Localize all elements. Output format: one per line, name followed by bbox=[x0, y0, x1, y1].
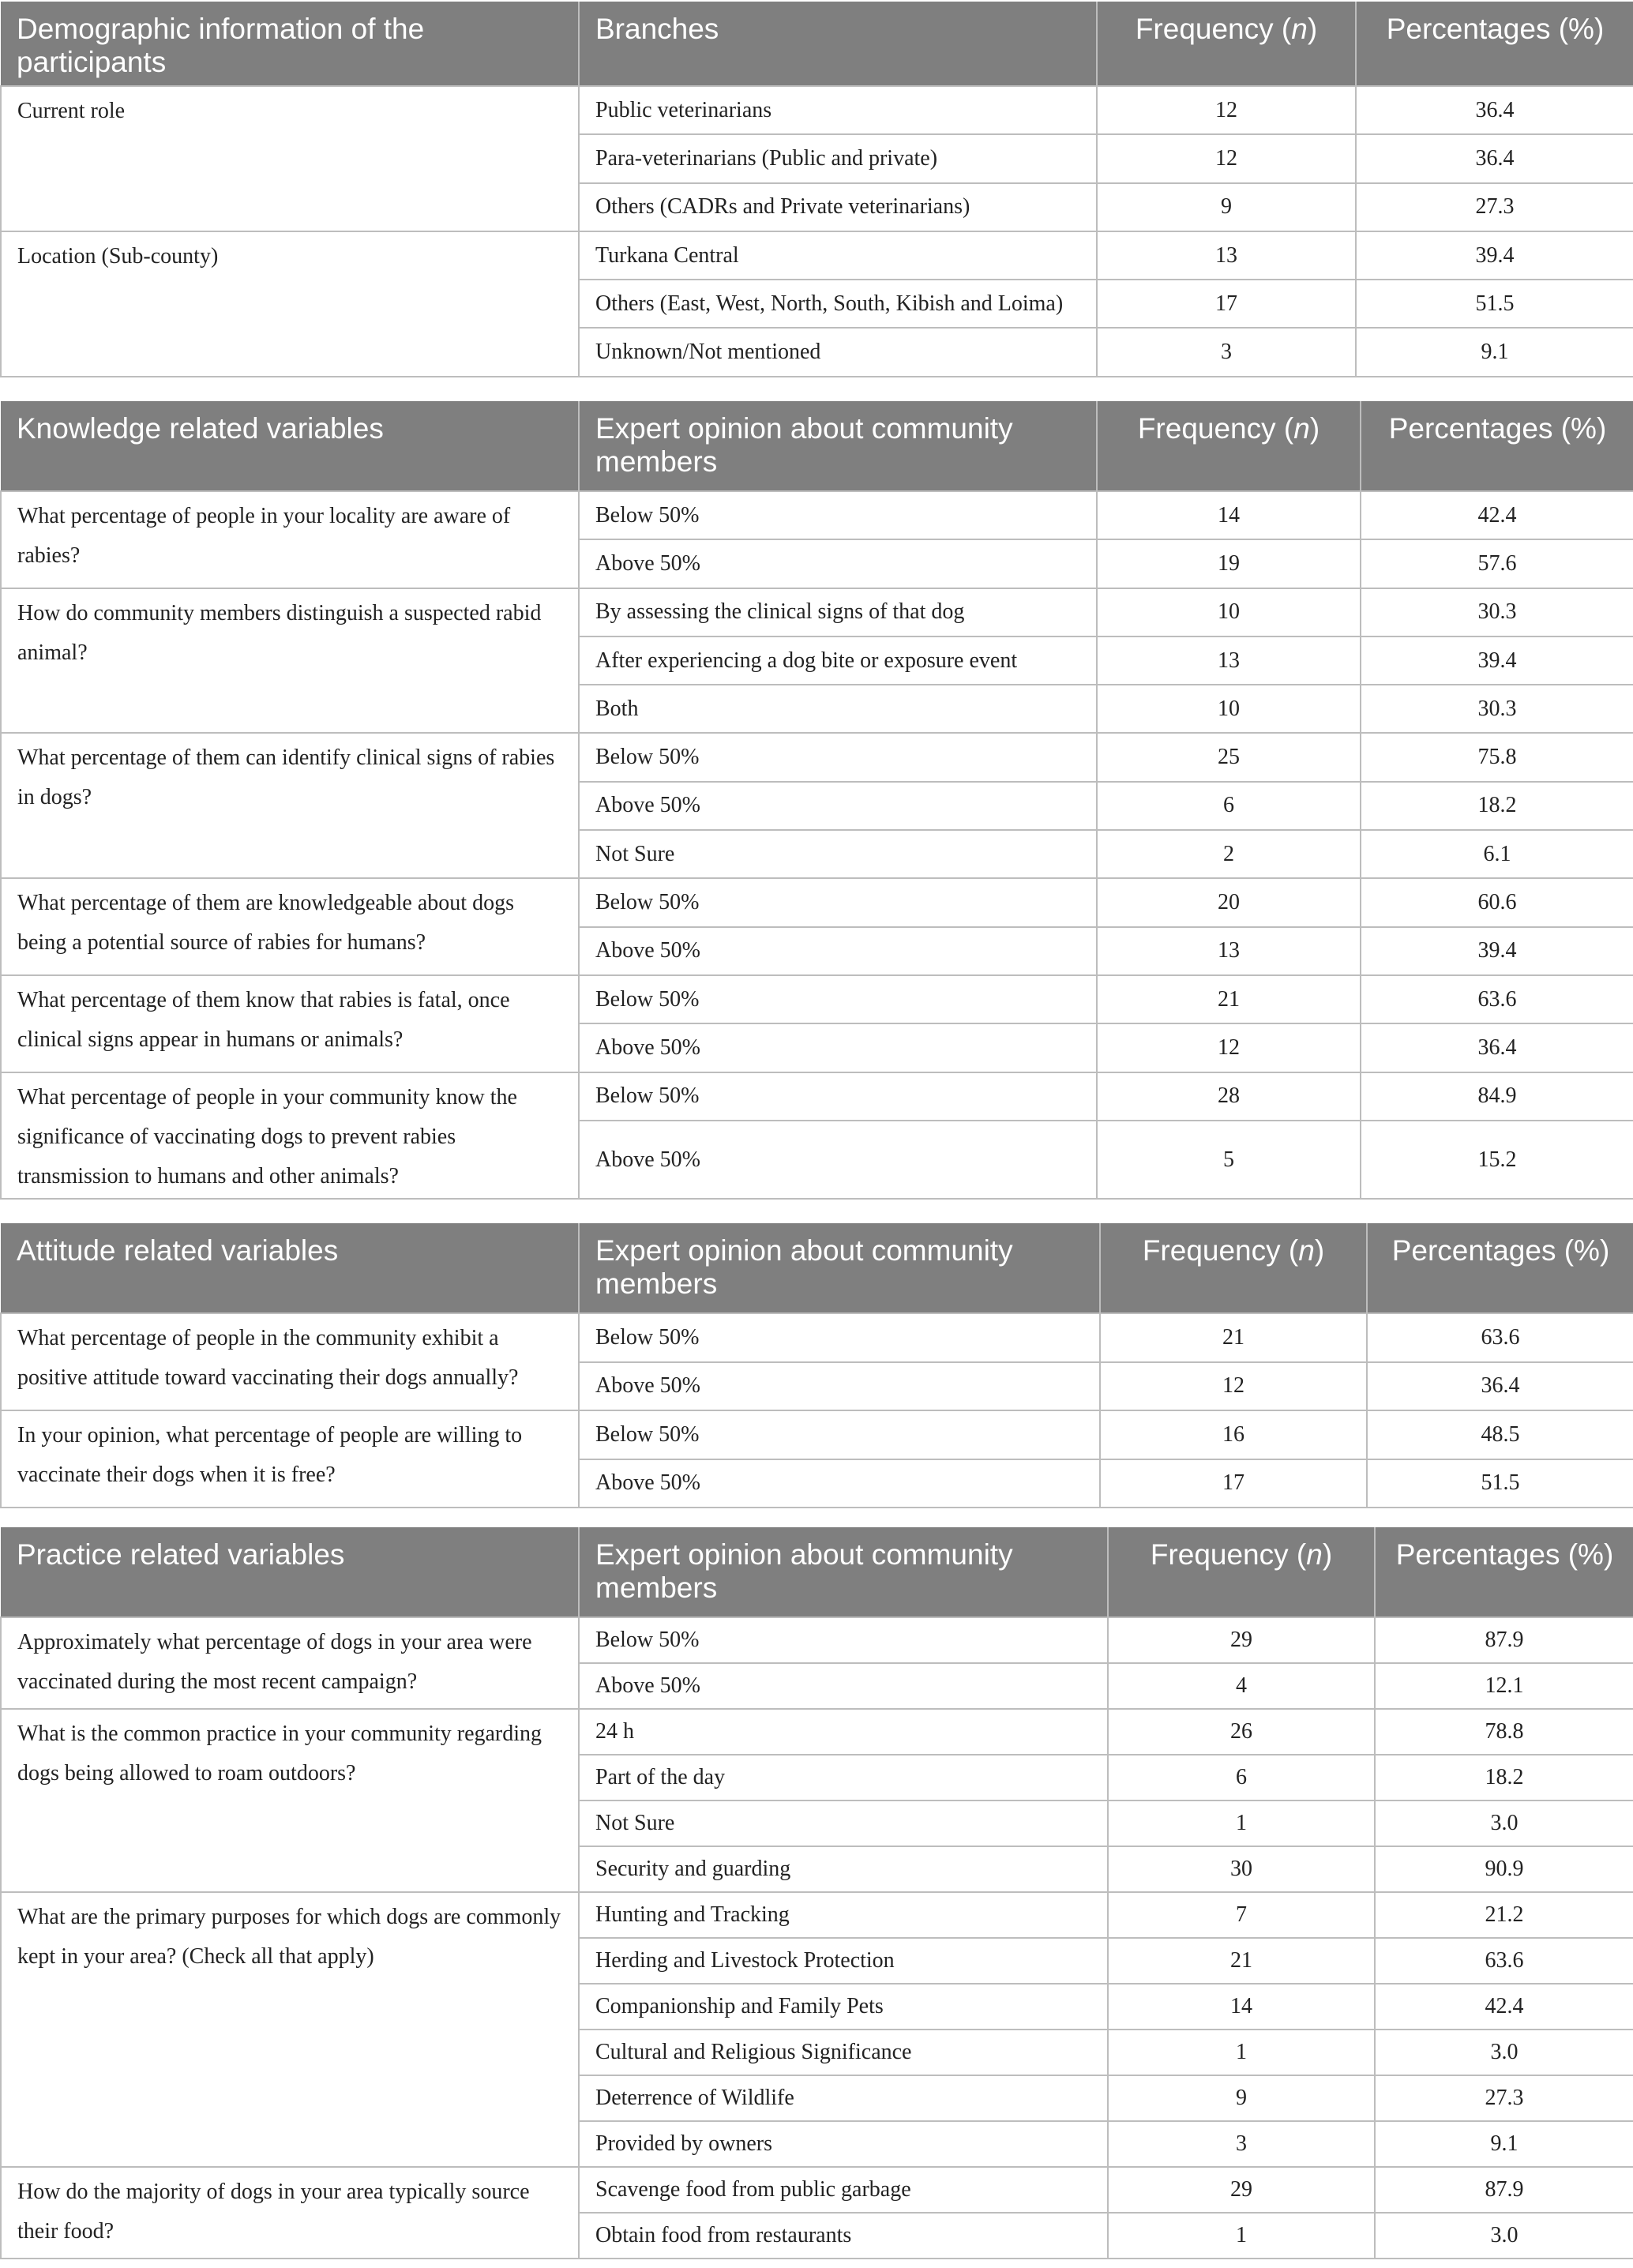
header-option: Expert opinion about community members bbox=[579, 1527, 1108, 1617]
header-frequency-close: ) bbox=[1309, 412, 1320, 445]
option-cell: 24 h bbox=[579, 1709, 1108, 1755]
percentage-cell: 3.0 bbox=[1375, 2213, 1633, 2259]
option-cell: Above 50% bbox=[579, 927, 1097, 975]
option-cell: Below 50% bbox=[579, 975, 1097, 1023]
percentage-cell: 63.6 bbox=[1361, 975, 1633, 1023]
header-percentage: Percentages (%) bbox=[1356, 2, 1633, 86]
frequency-cell: 21 bbox=[1100, 1313, 1367, 1362]
percentage-cell: 18.2 bbox=[1375, 1755, 1633, 1801]
header-option: Expert opinion about community members bbox=[579, 1223, 1100, 1313]
frequency-cell: 9 bbox=[1108, 2075, 1375, 2121]
option-cell: Below 50% bbox=[579, 1313, 1100, 1362]
percentage-cell: 12.1 bbox=[1375, 1663, 1633, 1709]
table-row bbox=[1, 86, 1633, 134]
percentage-cell: 39.4 bbox=[1356, 231, 1633, 280]
percentage-cell: 9.1 bbox=[1356, 328, 1633, 376]
header-frequency-label: Frequency ( bbox=[1135, 13, 1292, 45]
variable-label: In your opinion, what percentage of people are willing to vaccinate their dogs when it is free? bbox=[1, 1410, 579, 1508]
header-percentage: Percentages (%) bbox=[1375, 1527, 1633, 1617]
percentage-cell: 36.4 bbox=[1361, 1023, 1633, 1072]
frequency-cell: 1 bbox=[1108, 2030, 1375, 2075]
frequency-cell: 1 bbox=[1108, 1801, 1375, 1846]
frequency-cell: 26 bbox=[1108, 1709, 1375, 1755]
header-category: Demographic information of the participants bbox=[1, 2, 579, 86]
table-row bbox=[1, 1072, 1633, 1121]
option-cell: Below 50% bbox=[579, 1410, 1100, 1459]
header-frequency-label: Frequency ( bbox=[1150, 1538, 1307, 1571]
option-cell: Part of the day bbox=[579, 1755, 1108, 1801]
header-category: Knowledge related variables bbox=[1, 401, 579, 491]
option-cell: Deterrence of Wildlife bbox=[579, 2075, 1108, 2121]
option-cell: Above 50% bbox=[579, 539, 1097, 588]
percentage-cell: 63.6 bbox=[1367, 1313, 1633, 1362]
option-cell: Hunting and Tracking bbox=[579, 1892, 1108, 1938]
frequency-cell: 12 bbox=[1097, 134, 1356, 182]
variable-label: How do community members distinguish a suspected rabid animal? bbox=[1, 588, 579, 734]
frequency-cell: 13 bbox=[1097, 231, 1356, 280]
attitude-table bbox=[0, 1223, 1633, 1508]
frequency-cell: 7 bbox=[1108, 1892, 1375, 1938]
knowledge-table bbox=[0, 401, 1633, 1200]
table-row bbox=[1, 1410, 1633, 1459]
percentage-cell: 87.9 bbox=[1375, 1617, 1633, 1663]
option-cell: Unknown/Not mentioned bbox=[579, 328, 1097, 376]
frequency-cell: 19 bbox=[1097, 539, 1361, 588]
option-cell: Herding and Livestock Protection bbox=[579, 1938, 1108, 1984]
percentage-cell: 30.3 bbox=[1361, 685, 1633, 733]
header-frequency bbox=[1097, 401, 1361, 491]
percentage-cell: 90.9 bbox=[1375, 1846, 1633, 1892]
option-cell: Security and guarding bbox=[579, 1846, 1108, 1892]
variable-label: What percentage of them can identify clinical signs of rabies in dogs? bbox=[1, 733, 579, 878]
percentage-cell: 3.0 bbox=[1375, 1801, 1633, 1846]
header-option: Branches bbox=[579, 2, 1097, 86]
frequency-cell: 3 bbox=[1108, 2121, 1375, 2167]
variable-label: Location (Sub-county) bbox=[1, 231, 579, 377]
percentage-cell: 75.8 bbox=[1361, 733, 1633, 781]
percentage-cell: 60.6 bbox=[1361, 878, 1633, 926]
header-frequency-close: ) bbox=[1307, 13, 1318, 45]
header-frequency-close: ) bbox=[1314, 1234, 1325, 1267]
header-category: Attitude related variables bbox=[1, 1223, 579, 1313]
percentage-cell: 36.4 bbox=[1356, 134, 1633, 182]
option-cell: Below 50% bbox=[579, 1072, 1097, 1121]
option-cell: Cultural and Religious Significance bbox=[579, 2030, 1108, 2075]
option-cell: Above 50% bbox=[579, 1121, 1097, 1199]
frequency-cell: 1 bbox=[1108, 2213, 1375, 2259]
header-frequency bbox=[1100, 1223, 1367, 1313]
option-cell: Not Sure bbox=[579, 830, 1097, 878]
table-row bbox=[1, 1313, 1633, 1362]
table-row bbox=[1, 878, 1633, 926]
percentage-cell: 18.2 bbox=[1361, 782, 1633, 830]
header-frequency-n: n bbox=[1293, 412, 1310, 445]
frequency-cell: 30 bbox=[1108, 1846, 1375, 1892]
frequency-cell: 10 bbox=[1097, 588, 1361, 636]
variable-label: What percentage of people in your locality are aware of rabies? bbox=[1, 491, 579, 588]
option-cell: Para-veterinarians (Public and private) bbox=[579, 134, 1097, 182]
frequency-cell: 9 bbox=[1097, 183, 1356, 231]
percentage-cell: 21.2 bbox=[1375, 1892, 1633, 1938]
frequency-cell: 17 bbox=[1100, 1459, 1367, 1508]
percentage-cell: 27.3 bbox=[1375, 2075, 1633, 2121]
frequency-cell: 14 bbox=[1108, 1984, 1375, 2030]
frequency-cell: 6 bbox=[1097, 782, 1361, 830]
header-frequency-label: Frequency ( bbox=[1142, 1234, 1299, 1267]
variable-label: What percentage of them know that rabies is fatal, once clinical signs appear in humans or animals? bbox=[1, 975, 579, 1072]
percentage-cell: 51.5 bbox=[1356, 280, 1633, 328]
table-row bbox=[1, 1709, 1633, 1755]
percentage-cell: 6.1 bbox=[1361, 830, 1633, 878]
header-row bbox=[1, 2, 1633, 86]
frequency-cell: 12 bbox=[1097, 86, 1356, 134]
option-cell: After experiencing a dog bite or exposure event bbox=[579, 636, 1097, 685]
variable-label: What percentage of them are knowledgeable about dogs being a potential source of rabies for humans? bbox=[1, 878, 579, 975]
frequency-cell: 13 bbox=[1097, 636, 1361, 685]
table-row bbox=[1, 975, 1633, 1023]
frequency-cell: 12 bbox=[1100, 1362, 1367, 1411]
table-row bbox=[1, 491, 1633, 539]
percentage-cell: 42.4 bbox=[1375, 1984, 1633, 2030]
header-percentage: Percentages (%) bbox=[1361, 401, 1633, 491]
percentage-cell: 30.3 bbox=[1361, 588, 1633, 636]
option-cell: Others (East, West, North, South, Kibish and Loima) bbox=[579, 280, 1097, 328]
option-cell: Not Sure bbox=[579, 1801, 1108, 1846]
percentage-cell: 39.4 bbox=[1361, 636, 1633, 685]
header-frequency bbox=[1108, 1527, 1375, 1617]
percentage-cell: 48.5 bbox=[1367, 1410, 1633, 1459]
option-cell: Above 50% bbox=[579, 1663, 1108, 1709]
frequency-cell: 25 bbox=[1097, 733, 1361, 781]
frequency-cell: 21 bbox=[1108, 1938, 1375, 1984]
option-cell: Provided by owners bbox=[579, 2121, 1108, 2167]
header-row bbox=[1, 401, 1633, 491]
percentage-cell: 42.4 bbox=[1361, 491, 1633, 539]
frequency-cell: 29 bbox=[1108, 2167, 1375, 2213]
header-frequency bbox=[1097, 2, 1356, 86]
variable-label: Approximately what percentage of dogs in your area were vaccinated during the most recent campaign? bbox=[1, 1617, 579, 1709]
table-row bbox=[1, 2167, 1633, 2213]
header-frequency-label: Frequency ( bbox=[1137, 412, 1294, 445]
option-cell: Companionship and Family Pets bbox=[579, 1984, 1108, 2030]
percentage-cell: 15.2 bbox=[1361, 1121, 1633, 1199]
frequency-cell: 28 bbox=[1097, 1072, 1361, 1121]
option-cell: Below 50% bbox=[579, 878, 1097, 926]
frequency-cell: 13 bbox=[1097, 927, 1361, 975]
option-cell: Turkana Central bbox=[579, 231, 1097, 280]
frequency-cell: 10 bbox=[1097, 685, 1361, 733]
frequency-cell: 14 bbox=[1097, 491, 1361, 539]
table-row bbox=[1, 231, 1633, 280]
option-cell: Above 50% bbox=[579, 1362, 1100, 1411]
table-row bbox=[1, 1892, 1633, 1938]
header-percentage: Percentages (%) bbox=[1367, 1223, 1633, 1313]
header-row bbox=[1, 1527, 1633, 1617]
percentage-cell: 78.8 bbox=[1375, 1709, 1633, 1755]
header-category: Practice related variables bbox=[1, 1527, 579, 1617]
option-cell: Others (CADRs and Private veterinarians) bbox=[579, 183, 1097, 231]
frequency-cell: 29 bbox=[1108, 1617, 1375, 1663]
header-frequency-n: n bbox=[1298, 1234, 1315, 1267]
frequency-cell: 16 bbox=[1100, 1410, 1367, 1459]
percentage-cell: 27.3 bbox=[1356, 183, 1633, 231]
table-row bbox=[1, 1617, 1633, 1663]
percentage-cell: 51.5 bbox=[1367, 1459, 1633, 1508]
frequency-cell: 5 bbox=[1097, 1121, 1361, 1199]
option-cell: Above 50% bbox=[579, 1459, 1100, 1508]
table-row bbox=[1, 733, 1633, 781]
header-row bbox=[1, 1223, 1633, 1313]
frequency-cell: 21 bbox=[1097, 975, 1361, 1023]
variable-label: What is the common practice in your community regarding dogs being allowed to roam outdoors? bbox=[1, 1709, 579, 1892]
option-cell: Public veterinarians bbox=[579, 86, 1097, 134]
percentage-cell: 9.1 bbox=[1375, 2121, 1633, 2167]
option-cell: Obtain food from restaurants bbox=[579, 2213, 1108, 2259]
percentage-cell: 36.4 bbox=[1367, 1362, 1633, 1411]
frequency-cell: 4 bbox=[1108, 1663, 1375, 1709]
practice-table bbox=[0, 1527, 1633, 2259]
frequency-cell: 12 bbox=[1097, 1023, 1361, 1072]
option-cell: Below 50% bbox=[579, 733, 1097, 781]
option-cell: Below 50% bbox=[579, 491, 1097, 539]
frequency-cell: 20 bbox=[1097, 878, 1361, 926]
option-cell: Scavenge food from public garbage bbox=[579, 2167, 1108, 2213]
percentage-cell: 36.4 bbox=[1356, 86, 1633, 134]
variable-label: What percentage of people in your community know the significance of vaccinating dogs to prevent rabies transmission to humans and other animals? bbox=[1, 1072, 579, 1200]
percentage-cell: 63.6 bbox=[1375, 1938, 1633, 1984]
percentage-cell: 84.9 bbox=[1361, 1072, 1633, 1121]
percentage-cell: 3.0 bbox=[1375, 2030, 1633, 2075]
percentage-cell: 87.9 bbox=[1375, 2167, 1633, 2213]
option-cell: Above 50% bbox=[579, 1023, 1097, 1072]
header-frequency-close: ) bbox=[1322, 1538, 1333, 1571]
variable-label: What percentage of people in the community exhibit a positive attitude toward vaccinating their dogs annually? bbox=[1, 1313, 579, 1410]
header-option: Expert opinion about community members bbox=[579, 401, 1097, 491]
frequency-cell: 17 bbox=[1097, 280, 1356, 328]
percentage-cell: 57.6 bbox=[1361, 539, 1633, 588]
option-cell: By assessing the clinical signs of that dog bbox=[579, 588, 1097, 636]
variable-label: How do the majority of dogs in your area typically source their food? bbox=[1, 2167, 579, 2259]
frequency-cell: 6 bbox=[1108, 1755, 1375, 1801]
variable-label: What are the primary purposes for which dogs are commonly kept in your area? (Check all that apply) bbox=[1, 1892, 579, 2167]
percentage-cell: 39.4 bbox=[1361, 927, 1633, 975]
header-frequency-n: n bbox=[1291, 13, 1308, 45]
option-cell: Both bbox=[579, 685, 1097, 733]
option-cell: Below 50% bbox=[579, 1617, 1108, 1663]
option-cell: Above 50% bbox=[579, 782, 1097, 830]
demographic-table bbox=[0, 2, 1633, 377]
table-row bbox=[1, 588, 1633, 636]
frequency-cell: 3 bbox=[1097, 328, 1356, 376]
header-frequency-n: n bbox=[1306, 1538, 1323, 1571]
variable-label: Current role bbox=[1, 86, 579, 231]
frequency-cell: 2 bbox=[1097, 830, 1361, 878]
